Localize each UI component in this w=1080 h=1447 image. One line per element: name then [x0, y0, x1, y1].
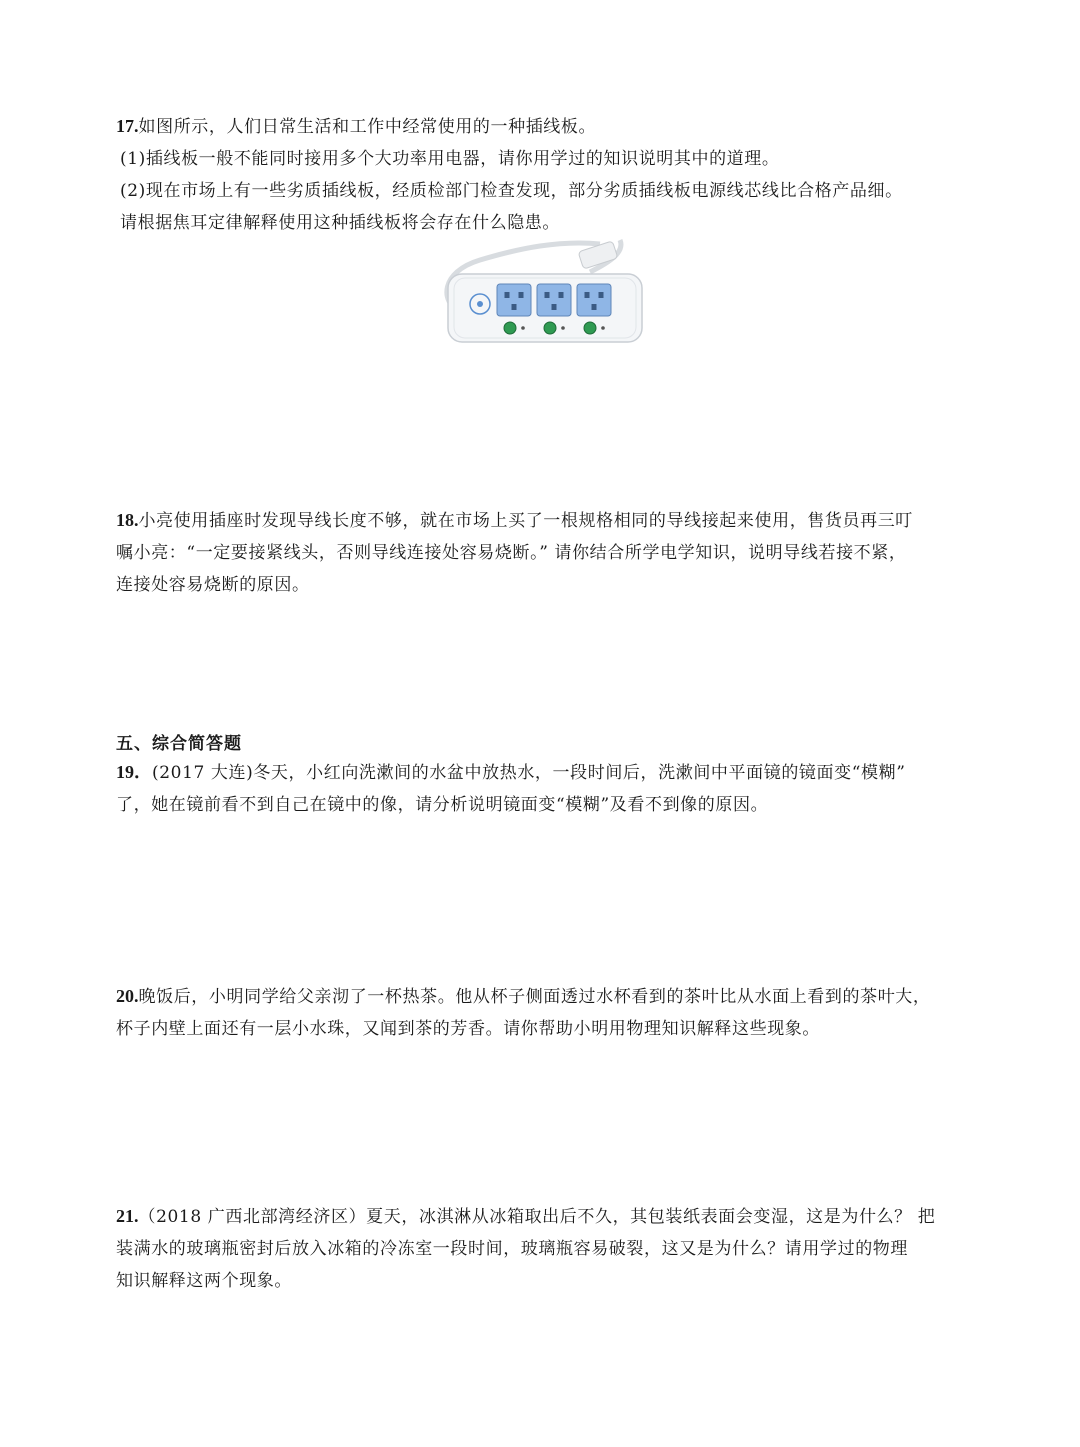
- question-number: 19．: [116, 762, 152, 782]
- indicator-light: [521, 326, 525, 330]
- question-19-line-2: 了，她在镜前看不到自己在镜中的像，请分析说明镜面变“模糊”及看不到像的原因。: [116, 795, 769, 815]
- question-17-part-2: (2)现在市场上有一些劣质插线板，经质检部门检查发现，部分劣质插线板电源线芯线比合格产品细。: [120, 181, 903, 201]
- question-20-line-1: [116, 980, 976, 1013]
- switch-1: [504, 322, 516, 334]
- question-21-line-1: [116, 1200, 976, 1233]
- switch-2: [544, 322, 556, 334]
- question-18-line-2: 嘱小亮：“一定要接紧线头，否则导线连接处容易烧断。” 请你结合所学电学知识，说明导线若接不紧，: [116, 543, 907, 563]
- question-number: 21.: [116, 1206, 139, 1226]
- question-21: [116, 1200, 976, 1297]
- question-text: （2018 广西北部湾经济区）夏天，冰淇淋从冰箱取出后不久，其包装纸表面会变湿，这是为什么？ 把: [138, 1207, 936, 1227]
- question-21-line-2: 装满水的玻璃瓶密封后放入冰箱的冷冻室一段时间，玻璃瓶容易破裂，这又是为什么？请用学过的物理: [116, 1239, 908, 1259]
- socket-2: [537, 284, 571, 316]
- question-21-line-3: 知识解释这两个现象。: [116, 1271, 292, 1291]
- power-strip-figure: [440, 232, 650, 348]
- socket-hole: [599, 292, 604, 298]
- question-text: 如图所示，人们日常生活和工作中经常使用的一种插线板。: [138, 117, 597, 137]
- question-20: [116, 980, 976, 1045]
- question-18-line-1: [116, 504, 976, 537]
- socket-hole: [519, 292, 524, 298]
- question-number: 18.: [116, 510, 139, 530]
- socket-1: [497, 284, 531, 316]
- question-20-line-2: 杯子内壁上面还有一层小水珠，又闻到茶的芳香。请你帮助小明用物理知识解释这些现象。: [116, 1019, 820, 1039]
- section-title: 五、综合简答题: [116, 734, 242, 754]
- question-19: [116, 756, 976, 821]
- socket-hole: [585, 292, 590, 298]
- power-strip-icon: [440, 232, 650, 348]
- question-17-part-2-cont: 请根据焦耳定律解释使用这种插线板将会存在什么隐患。: [120, 213, 560, 233]
- socket-hole: [545, 292, 550, 298]
- socket-hole: [512, 304, 517, 310]
- socket-3: [577, 284, 611, 316]
- question-18-line-3: 连接处容易烧断的原因。: [116, 575, 310, 595]
- socket-hole: [559, 292, 564, 298]
- question-number: 17.: [116, 116, 139, 136]
- question-text: 晚饭后，小明同学给父亲沏了一杯热茶。他从杯子侧面透过水杯看到的茶叶比从水面上看到的茶叶大，: [138, 987, 931, 1007]
- socket-hole: [592, 304, 597, 310]
- indicator-light: [601, 326, 605, 330]
- switch-3: [584, 322, 596, 334]
- indicator-light: [561, 326, 565, 330]
- question-number: 20.: [116, 986, 139, 1006]
- question-17-part-1: (1)插线板一般不能同时接用多个大功率用电器，请你用学过的知识说明其中的道理。: [120, 149, 780, 169]
- question-19-line-1: [116, 756, 976, 789]
- question-17-stem: [116, 110, 976, 143]
- question-17: [116, 110, 976, 239]
- question-18: [116, 504, 976, 601]
- question-text: 小亮使用插座时发现导线长度不够，就在市场上买了一根规格相同的导线接起来使用，售货员再三叮: [138, 511, 913, 531]
- question-text: (2017 大连)冬天，小红向洗漱间的水盆中放热水，一段时间后，洗漱间中平面镜的镜面变“模糊”: [152, 763, 906, 783]
- socket-hole: [552, 304, 557, 310]
- socket-hole: [505, 292, 510, 298]
